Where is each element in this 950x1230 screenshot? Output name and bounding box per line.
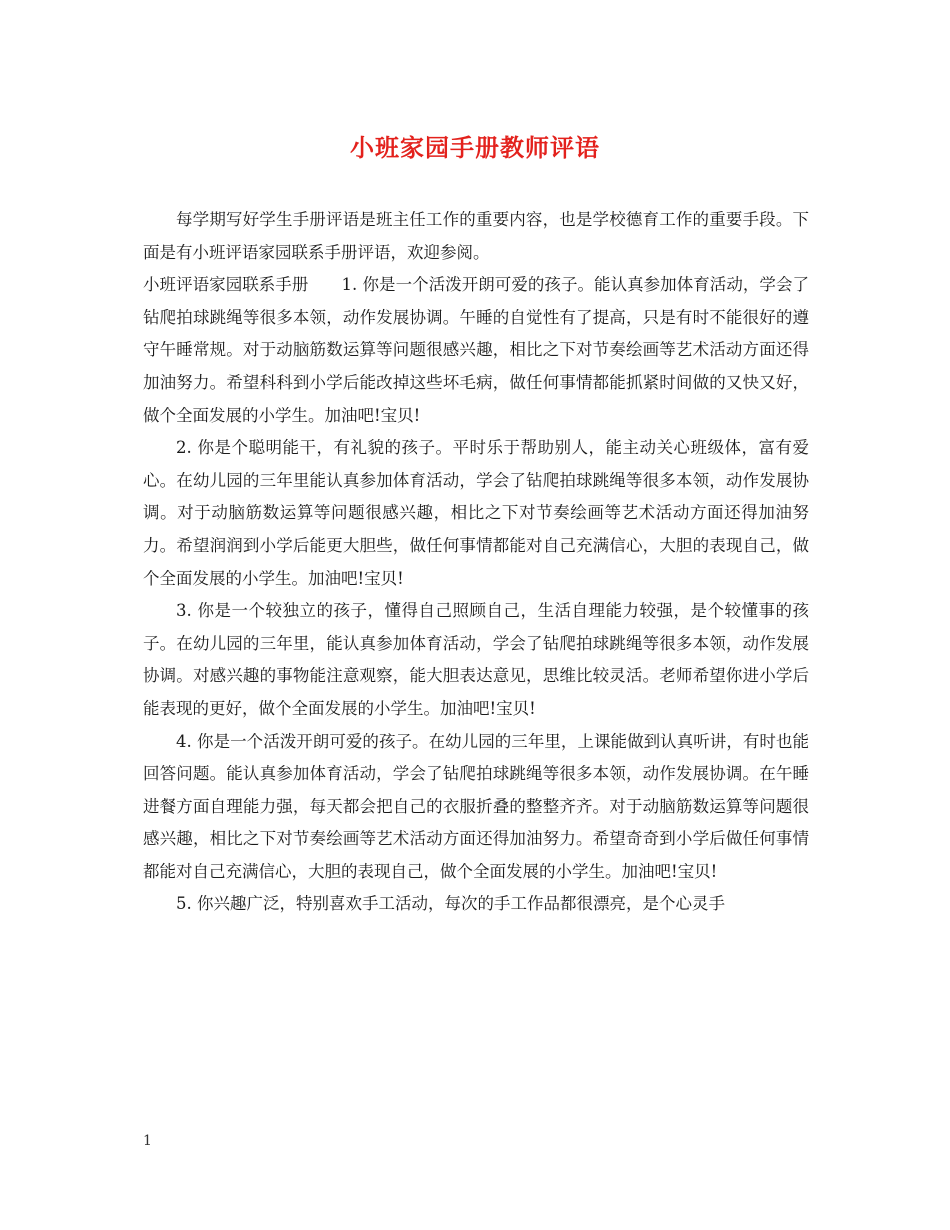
document-title: 小班家园手册教师评语 bbox=[350, 133, 600, 162]
document-body bbox=[143, 204, 809, 921]
intro-paragraph: 每学期写好学生手册评语是班主任工作的重要内容，也是学校德育工作的重要手段。下面是有小班评语家园联系手册评语，欢迎参阅。 bbox=[143, 210, 809, 262]
comment-paragraph-1: 小班评语家园联系手册 1. 你是一个活泼开朗可爱的孩子。能认真参加体育活动，学会了钻爬拍球跳绳等很多本领，动作发展协调。午睡的自觉性有了提高，只是有时不能很好的遵守午睡常规。对于动脑筋数运算等问题很感兴趣，相比之下对节奏绘画等艺术活动方面还得加油努力。希望科科到小学后能改掉这些坏毛病，做任何事情都能抓紧时间做的又快又好，做个全面发展的小学生。加油吧!宝贝! bbox=[143, 275, 809, 425]
comment-paragraph-4: 4. 你是一个活泼开朗可爱的孩子。在幼儿园的三年里，上课能做到认真听讲，有时也能回答问题。能认真参加体育活动，学会了钻爬拍球跳绳等很多本领，动作发展协调。在午睡进餐方面自理能力强，每天都会把自己的衣服折叠的整整齐齐。对于动脑筋数运算等问题很感兴趣，相比之下对节奏绘画等艺术活动方面还得加油努力。希望奇奇到小学后做任何事情都能对自己充满信心，大胆的表现自己，做个全面发展的小学生。加油吧!宝贝! bbox=[143, 731, 809, 881]
page-number: 1 bbox=[143, 1133, 152, 1149]
comment-paragraph-2: 2. 你是个聪明能干，有礼貌的孩子。平时乐于帮助别人，能主动关心班级体，富有爱心。在幼儿园的三年里能认真参加体育活动，学会了钻爬拍球跳绳等很多本领，动作发展协调。对于动脑筋数运算等问题很感兴趣，相比之下对节奏绘画等艺术活动方面还得加油努力。希望润润到小学后能更大胆些，做任何事情都能对自己充满信心，大胆的表现自己，做个全面发展的小学生。加油吧!宝贝! bbox=[143, 438, 809, 588]
comment-paragraph-3: 3. 你是一个较独立的孩子，懂得自己照顾自己，生活自理能力较强，是个较懂事的孩子。在幼儿园的三年里，能认真参加体育活动，学会了钻爬拍球跳绳等很多本领，动作发展协调。对感兴趣的事物能注意观察，能大胆表达意见，思维比较灵活。老师希望你进小学后能表现的更好，做个全面发展的小学生。加油吧!宝贝! bbox=[143, 601, 809, 718]
comment-paragraph-5: 5. 你兴趣广泛，特别喜欢手工活动，每次的手工作品都很漂亮，是个心灵手 bbox=[176, 894, 725, 914]
